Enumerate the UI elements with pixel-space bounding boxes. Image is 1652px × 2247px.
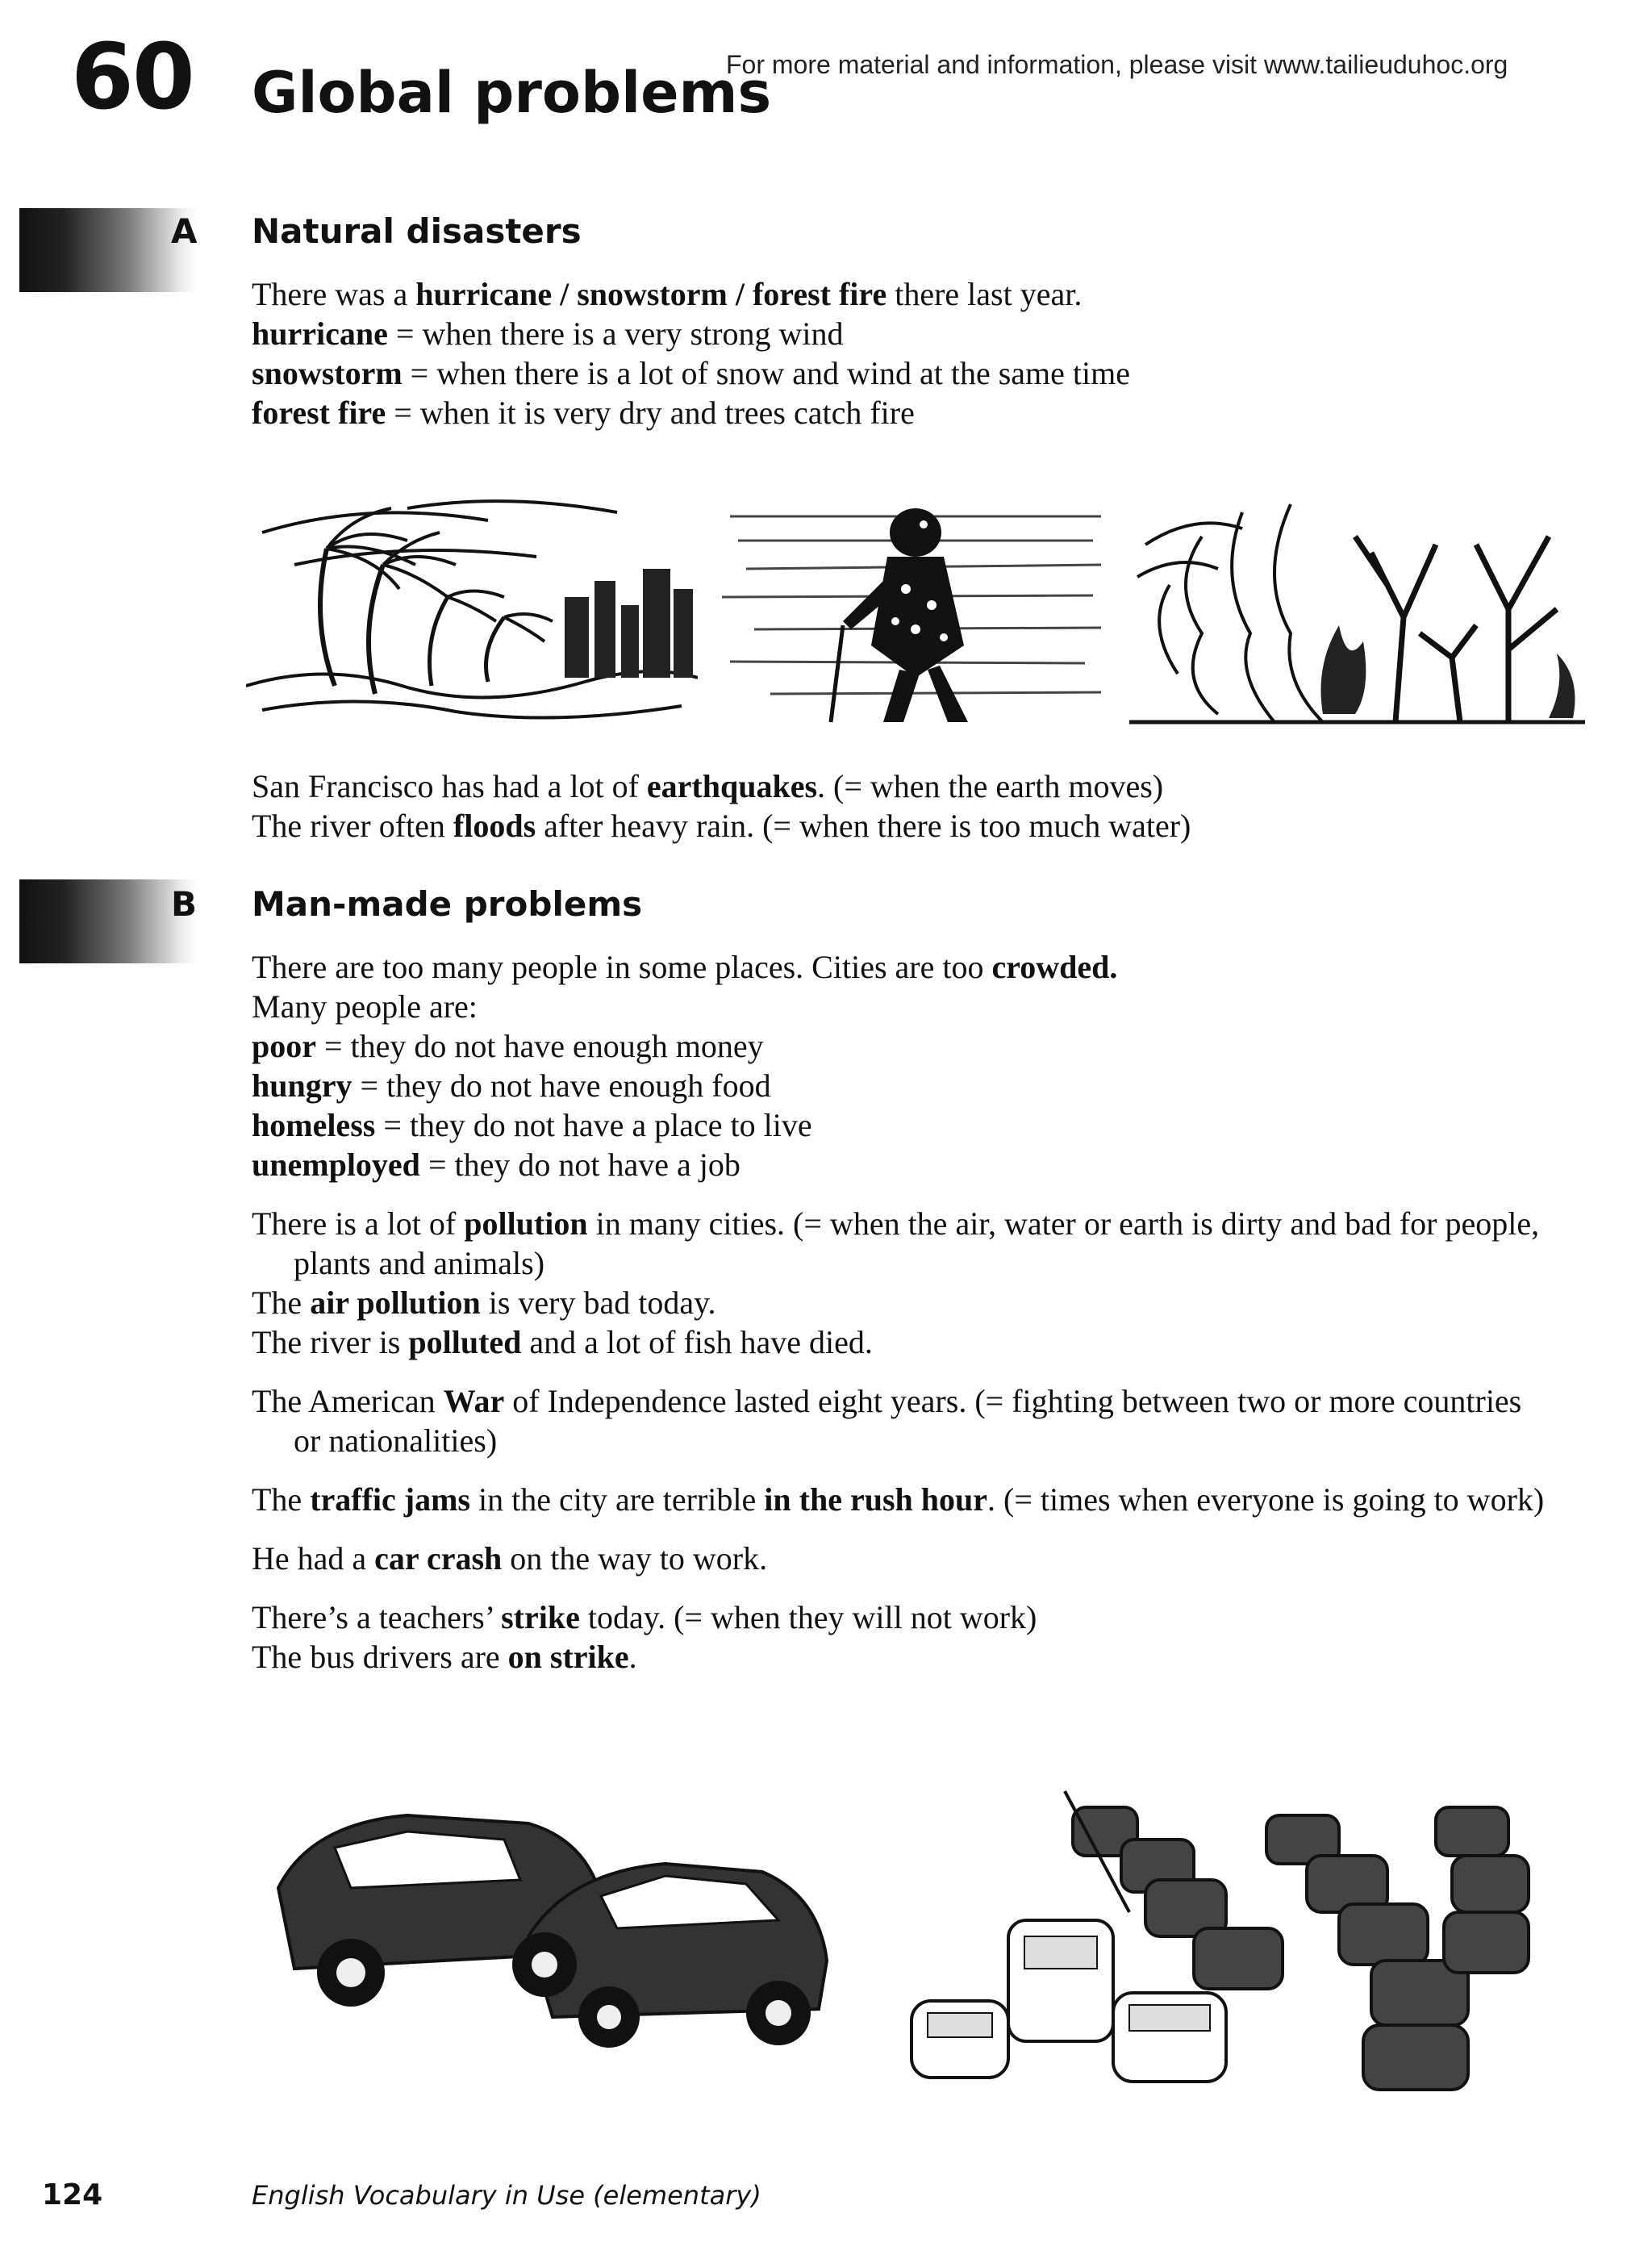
key-term: in the rush hour — [764, 1481, 988, 1518]
text-run: = when it is very dry and trees catch fire — [386, 395, 915, 431]
text-run: He had a — [252, 1540, 375, 1577]
text-run: There are too many people in some places. Cities are too — [252, 949, 992, 985]
text-line — [252, 314, 1550, 353]
section-b-heading: Man-made problems — [252, 884, 643, 924]
traffic-jam-illustration — [887, 1783, 1533, 2098]
text-run: There is a lot of — [252, 1205, 465, 1242]
section-a-letter: A — [171, 211, 198, 251]
text-run: San Francisco has had a lot of — [252, 768, 647, 804]
unit-number: 60 — [71, 25, 194, 130]
text-run: The — [252, 1284, 311, 1321]
text-run: there last year. — [886, 276, 1083, 312]
key-term: strike — [501, 1599, 580, 1635]
key-term: hungry — [252, 1067, 353, 1104]
section-a-heading: Natural disasters — [252, 211, 582, 251]
key-term: hurricane / snowstorm / forest fire — [415, 276, 887, 312]
paragraph-gap — [252, 1578, 1550, 1598]
forest-fire-illustration — [1129, 488, 1585, 730]
text-line — [252, 1598, 1550, 1637]
key-term: unemployed — [252, 1146, 420, 1183]
key-term: homeless — [252, 1107, 376, 1143]
car-crash-illustration — [262, 1775, 843, 2049]
text-line — [252, 1204, 1550, 1283]
section-b-marker — [19, 879, 197, 963]
text-run: . (= when the earth moves) — [817, 768, 1164, 804]
text-line — [252, 1637, 1550, 1677]
snowstorm-illustration — [722, 492, 1113, 726]
unit-title: Global problems — [252, 60, 772, 126]
section-a-after-block — [252, 766, 1550, 846]
key-term: air pollution — [310, 1284, 481, 1321]
text-run: The American — [252, 1383, 444, 1419]
key-term: pollution — [464, 1205, 588, 1242]
key-term: War — [443, 1383, 505, 1419]
text-run: of Independence lasted eight years. (= fighting between two or more countries or nationalities) — [294, 1383, 1522, 1459]
text-run: after heavy rain. (= when there is too much water) — [536, 808, 1191, 844]
text-line — [252, 1539, 1550, 1578]
text-run: The river often — [252, 808, 453, 844]
text-run: There was a — [252, 276, 416, 312]
paragraph — [252, 947, 1550, 1184]
section-a-intro-block — [252, 274, 1550, 432]
key-term: car crash — [374, 1540, 503, 1577]
key-term: on strike — [507, 1639, 629, 1675]
text-run: . (= times when everyone is going to work) — [987, 1481, 1545, 1518]
text-line — [252, 947, 1550, 987]
text-run: = when there is a lot of snow and wind at the same time — [402, 355, 1131, 391]
section-a-intro-line — [252, 274, 1550, 314]
text-run: The bus drivers are — [252, 1639, 508, 1675]
website-note: For more material and information, please visit www.tailieuduhoc.org — [726, 50, 1508, 79]
key-term: floods — [453, 808, 536, 844]
key-term: earthquakes — [646, 768, 818, 804]
book-title: English Vocabulary in Use (elementary) — [252, 2180, 761, 2211]
text-run: = they do not have enough food — [352, 1067, 771, 1104]
paragraph-gap — [252, 1519, 1550, 1539]
key-term: traffic jams — [310, 1481, 470, 1518]
text-run: = they do not have a job — [419, 1146, 740, 1183]
text-line — [252, 1381, 1550, 1460]
section-b-letter: B — [171, 884, 198, 924]
paragraph-gap — [252, 1184, 1550, 1204]
text-line — [252, 806, 1550, 846]
paragraph — [252, 1598, 1550, 1677]
text-line — [252, 353, 1550, 393]
text-line — [252, 1283, 1550, 1322]
text-run: and a lot of fish have died. — [521, 1324, 873, 1360]
section-a-after-lines — [252, 766, 1550, 846]
text-line — [252, 1322, 1550, 1362]
key-term: snowstorm — [252, 355, 403, 391]
paragraph — [252, 1204, 1550, 1362]
section-b-body — [252, 947, 1550, 1677]
text-run: on the way to work. — [502, 1540, 768, 1577]
key-term: crowded. — [991, 949, 1118, 985]
text-run: = they do not have a place to live — [375, 1107, 812, 1143]
text-line — [252, 393, 1550, 432]
text-run: The river is — [252, 1324, 409, 1360]
text-run: There’s a teachers’ — [252, 1599, 502, 1635]
text-run: today. (= when they will not work) — [579, 1599, 1037, 1635]
text-line — [252, 766, 1550, 806]
paragraph-gap — [252, 1460, 1550, 1480]
text-line — [252, 1145, 1550, 1184]
text-run: Many people are: — [252, 988, 478, 1025]
text-line — [252, 1480, 1550, 1519]
text-run: The — [252, 1481, 311, 1518]
paragraph-gap — [252, 1362, 1550, 1381]
text-run: = they do not have enough money — [316, 1028, 764, 1064]
paragraph — [252, 1381, 1550, 1460]
text-line — [252, 1066, 1550, 1105]
text-line — [252, 1105, 1550, 1145]
key-term: hurricane — [252, 315, 388, 352]
paragraph — [252, 1539, 1550, 1578]
text-run: in the city are terrible — [469, 1481, 765, 1518]
paragraph — [252, 1480, 1550, 1519]
text-line — [252, 987, 1550, 1026]
text-run: = when there is a very strong wind — [387, 315, 844, 352]
page-number: 124 — [42, 2178, 103, 2211]
key-term: polluted — [408, 1324, 522, 1360]
section-a-definitions — [252, 314, 1550, 432]
key-term: forest fire — [252, 395, 386, 431]
text-run: . — [628, 1639, 637, 1675]
key-term: poor — [252, 1028, 316, 1064]
section-a-marker — [19, 208, 197, 292]
text-line — [252, 1026, 1550, 1066]
hurricane-illustration — [246, 476, 698, 726]
text-run: in many cities. (= when the air, water or earth is dirty and bad for people, plants and animals) — [294, 1205, 1540, 1281]
text-run: is very bad today. — [480, 1284, 716, 1321]
